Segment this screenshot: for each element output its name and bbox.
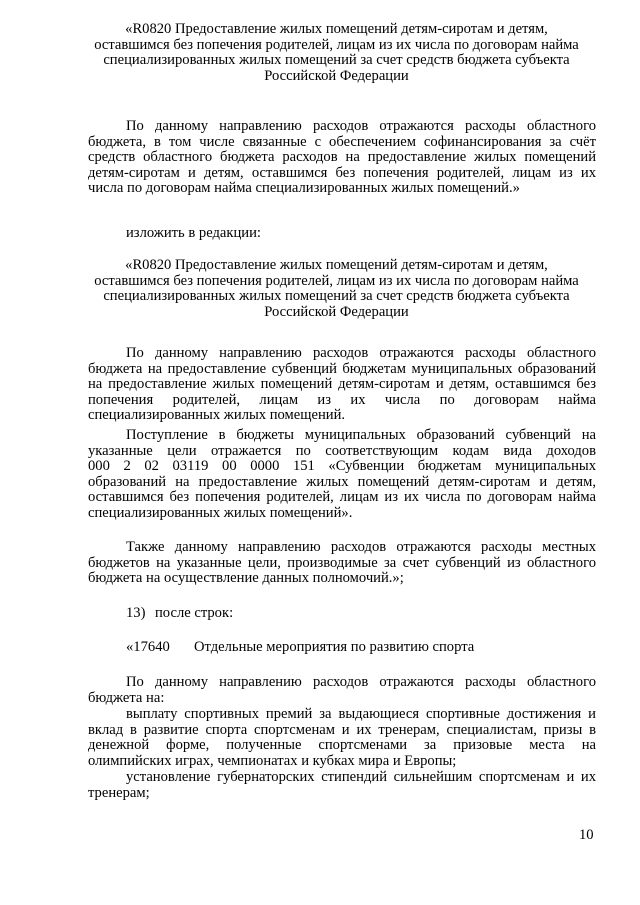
paragraph-line: установление губернаторских стипендий сильнейшим спортсменам и их: [126, 769, 596, 785]
paragraph-line: средств областного бюджета расходов на предоставление жилых помещений: [88, 149, 596, 166]
section-heading-original: [88, 22, 585, 84]
list-item-text: после строк:: [155, 605, 234, 621]
heading-line: Российской Федерации: [264, 67, 409, 84]
paragraph-new-2: [88, 428, 596, 522]
page-number: 10: [579, 827, 594, 843]
paragraph-line: бюджетов на указанные цели, производимые за счет субвенций из областного: [88, 554, 596, 571]
paragraph-line: денежной форме, полученные спортсменами за призовые места на: [88, 737, 596, 754]
paragraph-line: бюджета, в том числе связанные с обеспечением софинансирования за счёт: [88, 133, 596, 150]
paragraph-line: указанные цели отражается по соответствующим кодам вида доходов: [88, 442, 596, 459]
heading-line: оставшимся без попечения родителей, лицам из их числа по договорам найма: [94, 36, 579, 53]
paragraph-line: бюджета на:: [88, 689, 165, 706]
paragraph-line: По данному направлению расходов отражаются расходы областного: [126, 118, 596, 134]
budget-code-title: Отдельные мероприятия по развитию спорта: [194, 639, 475, 655]
paragraph-line: специализированных жилых помещений».: [88, 504, 353, 521]
heading-line: специализированных жилых помещений за счет средств бюджета субъекта: [103, 288, 570, 305]
paragraph-line: Поступление в бюджеты муниципальных образований субвенций на: [126, 427, 596, 443]
paragraph-line: олимпийских играх, чемпионатах и кубках мира и Европы;: [88, 752, 457, 769]
heading-line: Российской Федерации: [264, 303, 409, 320]
section-heading-new: [88, 258, 585, 320]
paragraph-sport-1: [88, 675, 596, 706]
budget-code: «17640: [126, 639, 170, 655]
paragraph-line: бюджета на предоставление субвенций бюджетам муниципальных образований: [88, 360, 596, 377]
paragraph-line: образований на предоставление жилых помещений детям-сиротам и детям,: [88, 473, 596, 490]
paragraph-line: бюджета на осуществление данных полномочий.»;: [88, 570, 404, 587]
paragraph-sport-3: [88, 770, 596, 801]
paragraph-line: числа по договорам найма специализированных жилых помещений.»: [88, 180, 520, 197]
paragraph-line: По данному направлению расходов отражаются расходы областного: [126, 674, 596, 690]
paragraph-line: специализированных жилых помещений.: [88, 407, 346, 424]
paragraph-sport-2: [88, 707, 596, 769]
paragraph-line: По данному направлению расходов отражаются расходы областного: [126, 345, 596, 361]
paragraph-new-1: [88, 346, 596, 424]
paragraph-line: выплату спортивных премий за выдающиеся спортивные достижения и: [126, 706, 596, 722]
instruction-text: изложить в редакции:: [126, 225, 261, 241]
heading-line: «R0820 Предоставление жилых помещений детям-сиротам и детям,: [125, 257, 548, 273]
paragraph-line: детям-сиротам и детям, оставшимся без попечения родителей, лицам из их: [88, 164, 596, 181]
paragraph-line: тренерам;: [88, 784, 150, 801]
paragraph-line: Также данному направлению расходов отражаются расходы местных: [126, 539, 596, 555]
paragraph-line: вклад в развитие спорта спортсменам и их тренерам, специалистам, призы в: [88, 721, 596, 738]
heading-line: «R0820 Предоставление жилых помещений детям-сиротам и детям,: [125, 21, 548, 37]
paragraph-original: [88, 119, 596, 197]
paragraph-line: на предоставление жилых помещений детям-сиротам и детям, оставшимся без: [88, 376, 596, 393]
heading-line: специализированных жилых помещений за счет средств бюджета субъекта: [103, 52, 570, 69]
paragraph-line: попечения родителей, лицам из их числа по договорам найма: [88, 391, 596, 408]
paragraph-line: оставшимся без попечения родителей, лицам из их числа по договорам найма: [88, 489, 596, 506]
paragraph-new-3: [88, 540, 596, 587]
list-item-number: 13): [126, 605, 146, 621]
heading-line: оставшимся без попечения родителей, лицам из их числа по договорам найма: [94, 272, 579, 289]
paragraph-line: 000 2 02 03119 00 0000 151 «Субвенции бюджетам муниципальных: [88, 458, 596, 475]
